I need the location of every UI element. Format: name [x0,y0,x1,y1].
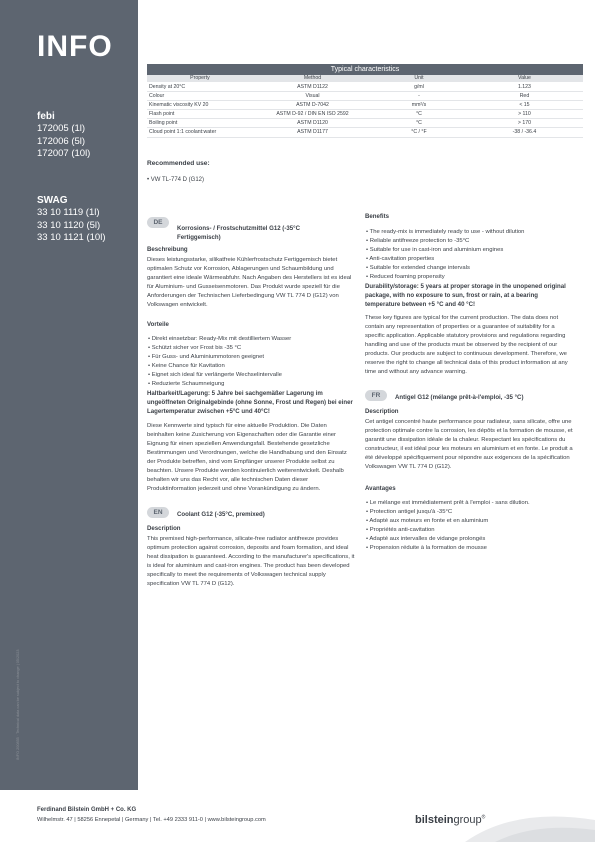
list-item: • Keine Chance für Kavitation [148,363,225,369]
column-header: Unit [372,75,466,83]
footer-address: Wilhelmstr. 47 | 58256 Ennepetal | Germany | Tel. +49 2333 911-0 | www.bilsteingroup.com [37,817,266,823]
left-column [147,217,355,589]
swag-code: 33 10 1121 (10l) [37,232,106,243]
table-cell: ASTM D1120 [253,119,372,128]
table-cell: Density at 20°C [147,83,253,92]
en-description-title: Description [147,525,181,532]
febi-code: 172007 (10l) [37,148,91,159]
characteristics-table [147,64,583,138]
en-badge: EN [147,507,169,518]
table-cell: °C / °F [372,128,466,137]
table-cell: > 170 [466,119,583,128]
fr-advantages-title: Avantages [365,485,396,492]
footer [37,805,266,825]
table-cell: ASTM D-7042 [253,101,372,110]
en-benefits-title: Benefits [365,213,390,220]
fr-description-title: Description [365,408,399,415]
list-item: • Reliable antifreeze protection to -35°C [366,238,470,244]
list-item: • Propension réduite à la formation de mousse [366,545,487,551]
en-benefits-list [365,228,573,282]
recommended-use-item: • VW TL-774 D (G12) [147,177,205,183]
swag-code: 33 10 1120 (5l) [37,219,101,231]
list-item: • Adapté aux intervalles de vidange prolongés [366,536,486,542]
en-description: This premixed high-performance, silicate-free radiator antifreeze provides optimum protection against corrosion, deposits and foam formation, and ideal heat dissipation is guaranteed. According to the manufacturer's specifications, it is ideal for aluminium and cast-iron engines. The product has been developed specifically to meet the requirements of Volkswagen technical supply specification VW TL 774 D (G12). [147,536,355,587]
table-cell: °C [372,119,466,128]
table-cell: Flash point [147,110,253,119]
en-heading: Coolant G12 (-35°C, premixed) [177,511,265,518]
list-item: • Reduced foaming propensity [366,274,445,280]
de-header [147,217,355,242]
de-advantages-title: Vorteile [147,321,169,328]
list-item: • Suitable for extended change intervals [366,265,470,271]
column-header: Method [253,75,372,83]
table-cell: Visual [253,92,372,101]
de-heading: Korrosions- / Frostschutzmittel G12 (-35°C Fertiggemisch) [177,225,300,241]
recommended-use-title: Recommended use: [147,160,210,167]
bilstein-group-logo: bilsteingroup® [415,814,486,826]
table-row [147,83,583,92]
swag-code: 33 10 1119 (1l) [37,207,100,218]
logo-main: bilstein [415,814,454,826]
table-cell: mm²/s [372,101,466,110]
list-item: • Adapté aux moteurs en fonte et en aluminium [366,518,489,524]
fr-header [365,389,573,402]
table-cell: g/ml [372,83,466,92]
list-item: • Direkt einsetzbar: Ready-Mix mit destilliertem Wasser [148,336,292,342]
table-row [147,110,583,119]
footer-company: Ferdinand Bilstein GmbH + Co. KG [37,807,137,813]
table-cell: Colour [147,92,253,101]
table-cell: °C [372,110,466,119]
list-item: • Anti-cavitation properties [366,256,435,262]
de-badge: DE [147,217,169,228]
side-note: INFO 200855 · Technical data can be subject to change | 05/2023 [16,649,20,760]
list-item: • Suitable for use in cast-iron and aluminium engines [366,247,504,253]
febi-code: 172005 (1l) [37,123,86,134]
table-title: Typical characteristics [147,64,583,75]
info-title: INFO [37,30,113,63]
table-cell: < 15 [466,101,583,110]
table-cell: Red [466,92,583,101]
table-header-row [147,75,583,83]
en-storage-title: Durability/storage: 5 years at proper storage in the unopened original package, with no exposure to sun, frost or rain, at a bearing temperature between +5 °C and 40 °C! [365,283,566,308]
sidebar [0,0,138,790]
table-cell: Boiling point [147,119,253,128]
list-item: • Für Guss- und Aluminiummotoren geeignet [148,354,265,360]
swag-block [37,195,106,245]
table-cell: - [372,92,466,101]
column-header: Value [466,75,583,83]
list-item: • Eignet sich ideal für verlängerte Wechselintervalle [148,372,282,378]
fr-badge: FR [365,390,387,401]
logo-sub: group [453,814,482,826]
de-description: Dieses leistungsstarke, silikatfreie Kühlerfrostschutz Fertiggemisch bietet optimalen Schutz vor Korrosion, Ablagerungen und Schaumbildung und garantiert eine ideale Wärmeabfuhr. Nach Angaben des Herstellers ist es ideal für Aluminium- und Gusseisenmotoren. Das Produkt wurde speziell für die Anforderungen der Technischen Lieferbedingung VW TL 774 D (G12) von Volkswagen entwickelt. [147,257,352,308]
febi-brand: febi [37,111,55,122]
list-item: • Protection antigel jusqu'à -35°C [366,509,453,515]
febi-block [37,111,90,161]
table-cell: > 110 [466,110,583,119]
febi-code: 172006 (5l) [37,135,86,147]
column-header: Property [147,75,253,83]
table-cell: ASTM D1177 [253,128,372,137]
list-item: • Propriétés anti-cavitation [366,527,435,533]
list-item: • Reduzierte Schaumneigung [148,381,225,387]
de-description-title: Beschreibung [147,246,188,253]
list-item: • Schützt sicher vor Frost bis -35 °C [148,345,242,351]
table-row [147,119,583,128]
list-item: • Le mélange est immédiatement prêt à l'emploi - sans dilution. [366,500,530,506]
table-cell: 1.123 [466,83,583,92]
de-storage-title: Haltbarkeit/Lagerung: 5 Jahre bei sachgemäßer Lagerung im ungeöffneten Originalgebinde (ohne Sonne, Frost und Regen) bei einer Lagertemperatur zwischen +5°C und 40°C! [147,390,353,415]
swag-brand: SWAG [37,195,68,206]
table-row [147,101,583,110]
fr-heading: Antigel G12 (mélange prêt-à-l'emploi, -35 °C) [395,394,524,401]
table-cell: Kinematic viscosity KV 20 [147,101,253,110]
table-cell: Cloud point 1:1 coolant:water [147,128,253,137]
list-item: • The ready-mix is immediately ready to use - without dilution [366,229,525,235]
de-storage-text: Diese Kennwerte sind typisch für eine aktuelle Produktion. Die Daten beinhalten keine Zusicherung von Eigenschaften oder die Garantie einer Eignung für einen speziellen Anwendungsfall. Bestehende gesetzliche Bestimmungen und Verordnungen, welche die Handhabung und den Einsatz der Produkte betreffen, sind vom Empfänger unserer Produkte selbst zu beachten. Unsere Produkte werden kontinuierlich weiterentwickelt. Deshalb behalten wir uns das Recht vor, alle technischen Daten dieser Produktinformation jederzeit und ohne Vorankündigung zu ändern. [147,423,347,492]
right-column [365,212,573,553]
table-cell: ASTM D-92 / DIN EN ISO 2592 [253,110,372,119]
table-cell: ASTM D1122 [253,83,372,92]
table-cell: -38 / -36.4 [466,128,583,137]
de-advantages-list [147,335,355,389]
table-row [147,128,583,137]
fr-advantages-list [365,499,573,553]
fr-description: Cet antigel concentré haute performance pour radiateur, sans silicate, offre une protection optimale contre la corrosion, les dépôts et la formation de mousse, et garantit une dissipation idéale de la chaleur. Respectant les spécifications du constructeur, il est idéal pour les moteurs en aluminium et en fonte. Le produit a été développé spécifiquement pour répondre aux exigences de la spécification Volkswagen VW TL 774 D (G12). [365,419,573,470]
en-storage-text: These key figures are typical for the current production. The data does not contain any representation of properties or a guarantee of suitability for a specific application. Applicable statutory provisions and regulations regarding handling and use of the products must be observed by the recipient of our products. Our products are subject to continuous development. Therefore, we reserve the right to change all technical data of this product information at any time and without any advance warning. [365,315,568,375]
table-row [147,92,583,101]
en-header [147,506,355,519]
